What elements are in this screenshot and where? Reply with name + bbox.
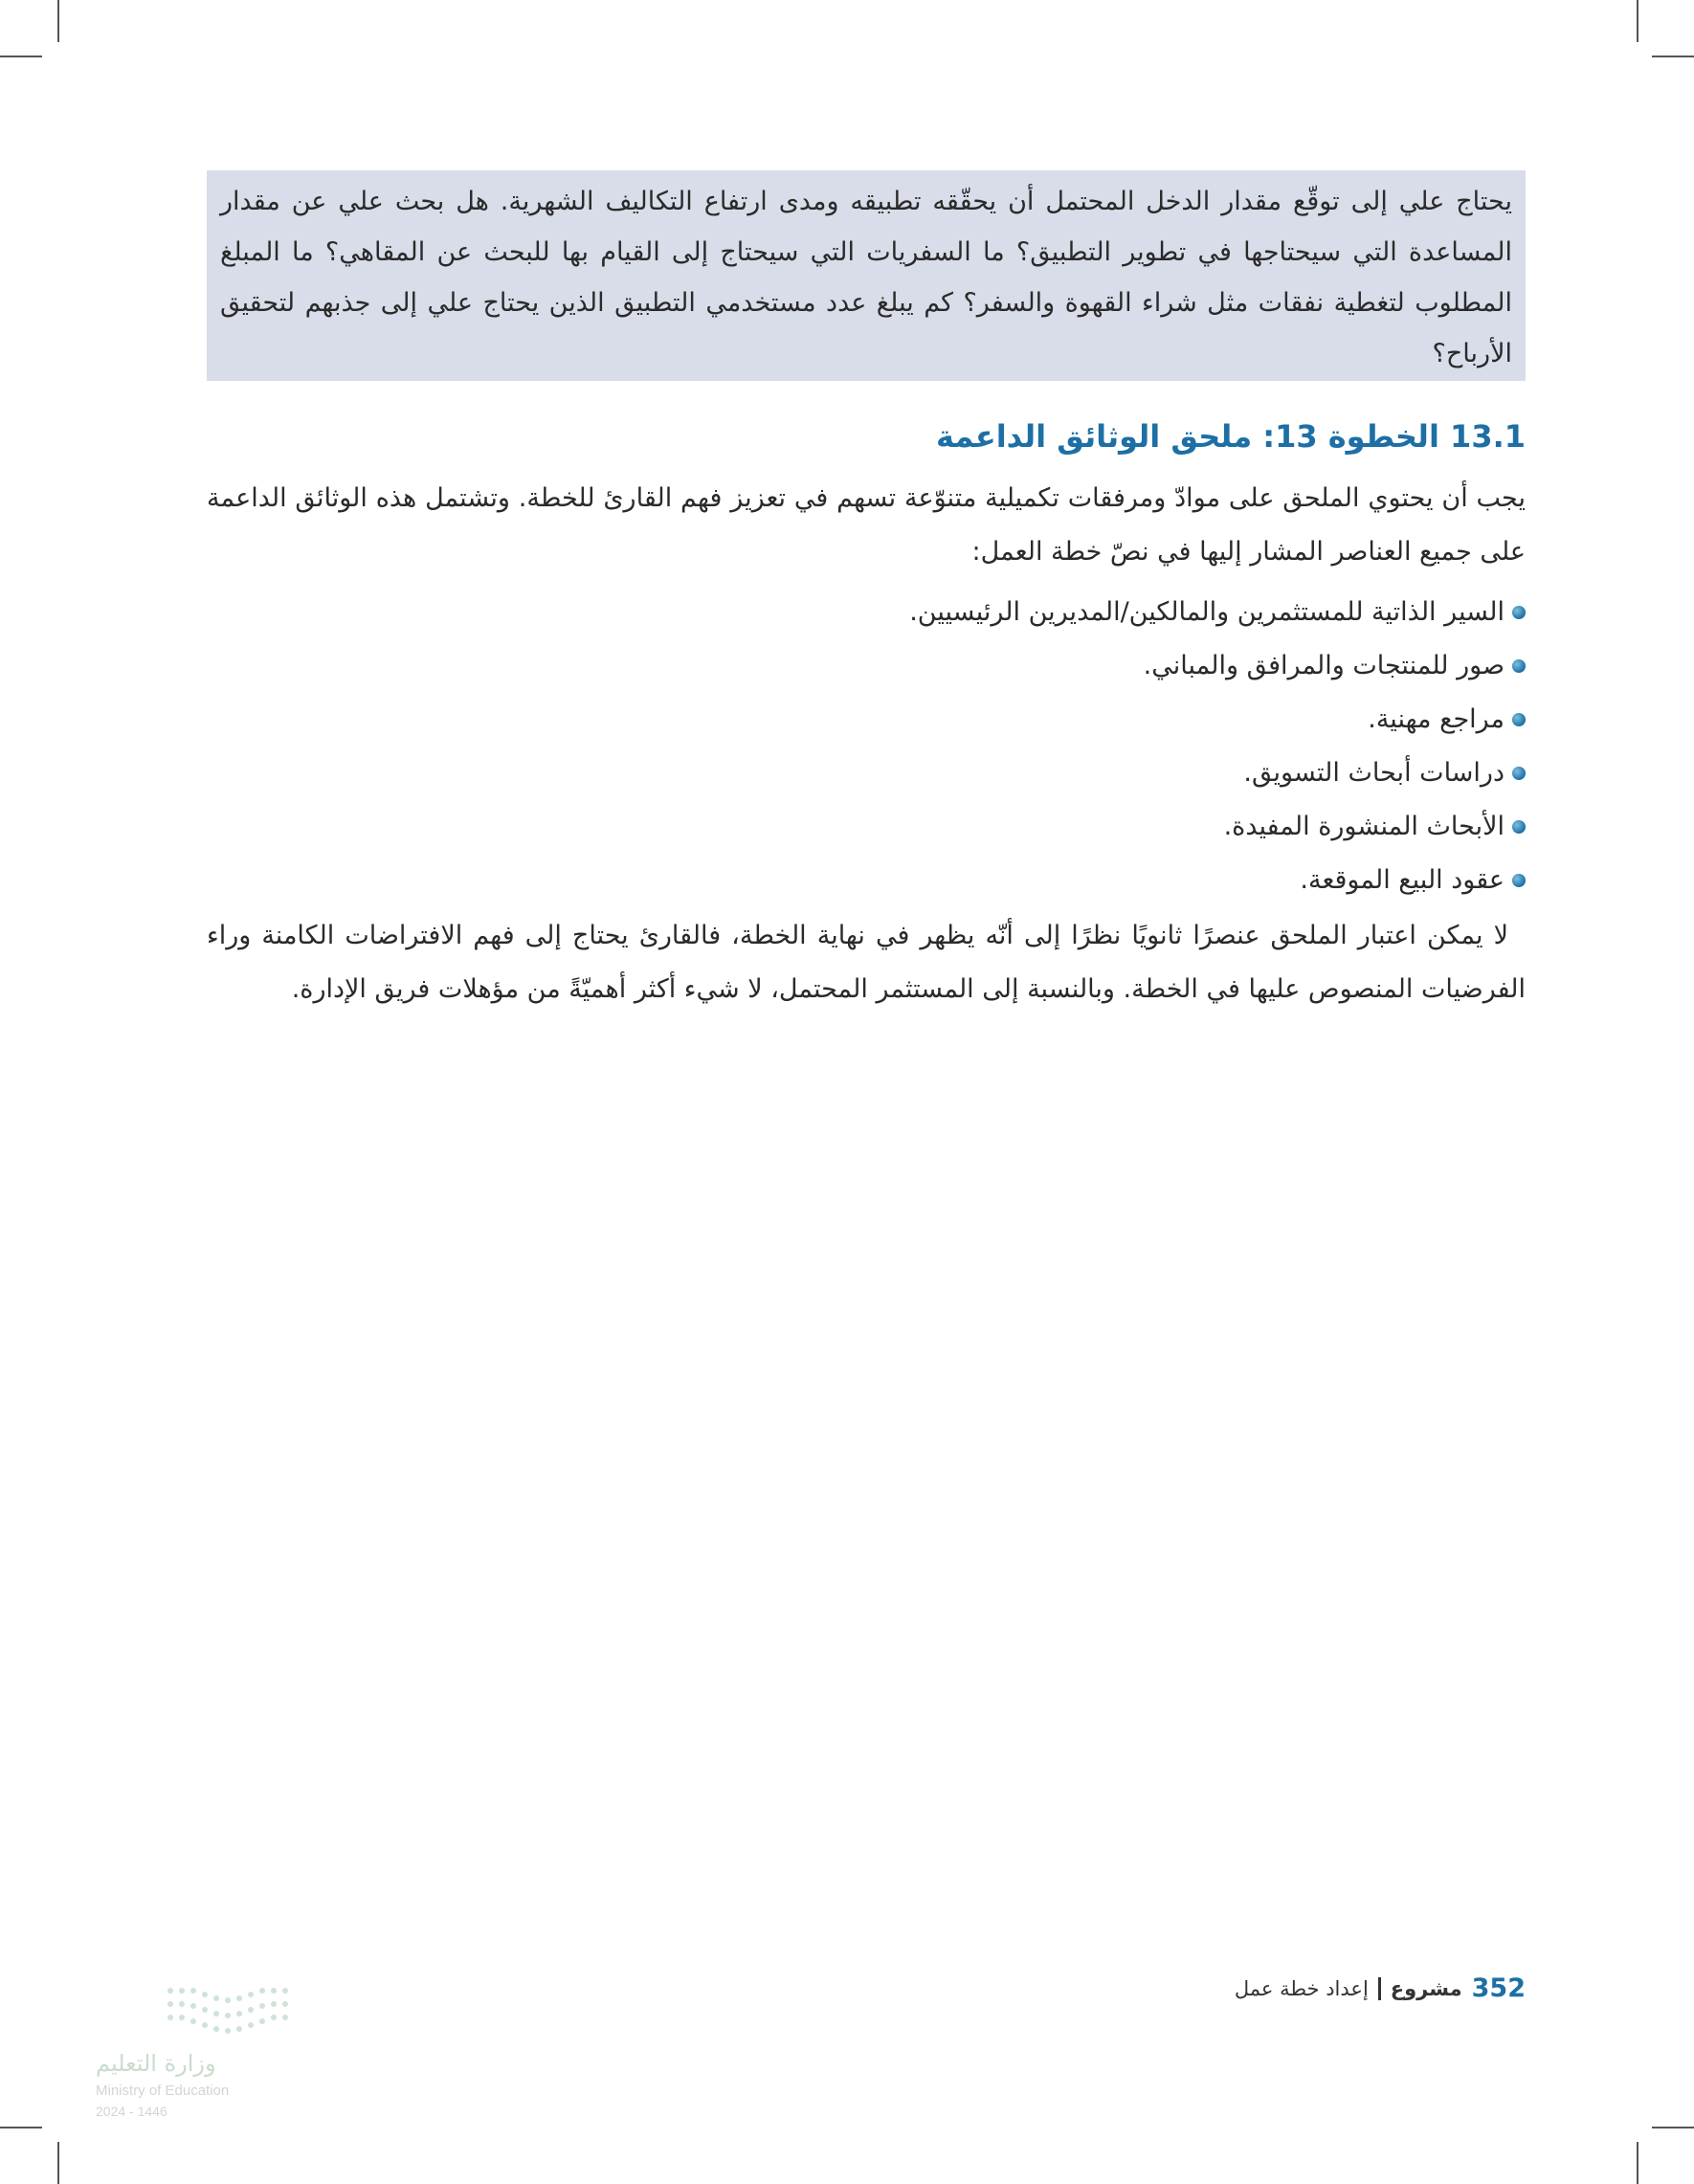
page-footer bbox=[1235, 1973, 1526, 2003]
intro-text: يجب أن يحتوي الملحق على موادّ ومرفقات تكميلية متنوّعة تسهم في تعزيز فهم القارئ للخطة. وتشتمل هذه الوثائق الداعمة على جميع العناصر المشار إليها في نصّ خطة العمل: bbox=[207, 483, 1526, 567]
bullet-icon bbox=[1512, 820, 1526, 834]
logo-year-text: 2024 - 1446 bbox=[96, 2104, 167, 2119]
scenario-text: يحتاج علي إلى توقّع مقدار الدخل المحتمل أن يحقّقه تطبيقه ومدى ارتفاع التكاليف الشهرية. هل بحث علي عن مقدار المساعدة التي سيحتاجها في تطوير التطبيق؟ ما السفريات التي سيحتاج إلى القيام بها للبحث عن المقاهي؟ ما المبلغ المطلوب لتغطية نفقات مثل شراء القهوة والسفر؟ كم يبلغ عدد مستخدمي التطبيق الذين يحتاج علي إلى جذبهم لتحقيق الأرباح؟ bbox=[220, 187, 1512, 368]
logo-english-text: Ministry of Education bbox=[96, 2083, 230, 2099]
logo-arabic-text: وزارة التعليم bbox=[96, 2050, 216, 2077]
closing-paragraph bbox=[207, 909, 1526, 1016]
crop-mark bbox=[1637, 2142, 1638, 2184]
bullet-icon bbox=[1512, 767, 1526, 780]
list-item bbox=[207, 800, 1526, 854]
chapter-title: إعداد خطة عمل bbox=[1234, 1976, 1369, 2000]
list-item-text: صور للمنتجات والمرافق والمباني. bbox=[1143, 651, 1505, 680]
project-label: مشروع bbox=[1390, 1976, 1462, 2000]
crop-mark bbox=[0, 2127, 42, 2128]
closing-text: لا يمكن اعتبار الملحق عنصرًا ثانويًا نظرًا إلى أنّه يظهر في نهاية الخطة، فالقارئ يحتاج إلى فهم الافتراضات الكامنة وراء الفرضيات المنصوص عليها في الخطة. وبالنسبة إلى المستثمر المحتمل، لا شيء أكثر أهميّةً من مؤهلات فريق الإدارة. bbox=[207, 921, 1526, 1004]
ministry-logo bbox=[77, 1979, 325, 2123]
crop-mark bbox=[0, 56, 42, 57]
bullet-icon bbox=[1512, 659, 1526, 673]
page-number: 352 bbox=[1471, 1973, 1526, 2003]
intro-paragraph bbox=[207, 472, 1526, 579]
list-item bbox=[207, 693, 1526, 747]
crop-mark bbox=[1652, 2127, 1694, 2128]
bullet-icon bbox=[1512, 874, 1526, 887]
list-item bbox=[207, 747, 1526, 800]
crop-mark bbox=[1652, 56, 1694, 57]
bullet-icon bbox=[1512, 606, 1526, 619]
crop-mark bbox=[57, 0, 59, 42]
list-item-text: الأبحاث المنشورة المفيدة. bbox=[1223, 812, 1505, 841]
scenario-box bbox=[207, 170, 1526, 381]
documents-list bbox=[207, 586, 1526, 907]
list-item-text: السير الذاتية للمستثمرين والمالكين/المديرين الرئيسيين. bbox=[909, 597, 1505, 627]
logo-dots-icon bbox=[77, 1979, 325, 2046]
list-item-text: دراسات أبحاث التسويق. bbox=[1243, 758, 1505, 788]
crop-mark bbox=[57, 2142, 59, 2184]
list-item-text: مراجع مهنية. bbox=[1368, 704, 1505, 734]
bullet-icon bbox=[1512, 713, 1526, 726]
list-item bbox=[207, 586, 1526, 639]
list-item bbox=[207, 854, 1526, 907]
list-item-text: عقود البيع الموقعة. bbox=[1300, 865, 1505, 895]
section-heading: 13.1 الخطوة 13: ملحق الوثائق الداعمة bbox=[935, 418, 1526, 455]
list-item bbox=[207, 639, 1526, 693]
crop-mark bbox=[1637, 0, 1638, 42]
footer-divider bbox=[1378, 1977, 1381, 2000]
